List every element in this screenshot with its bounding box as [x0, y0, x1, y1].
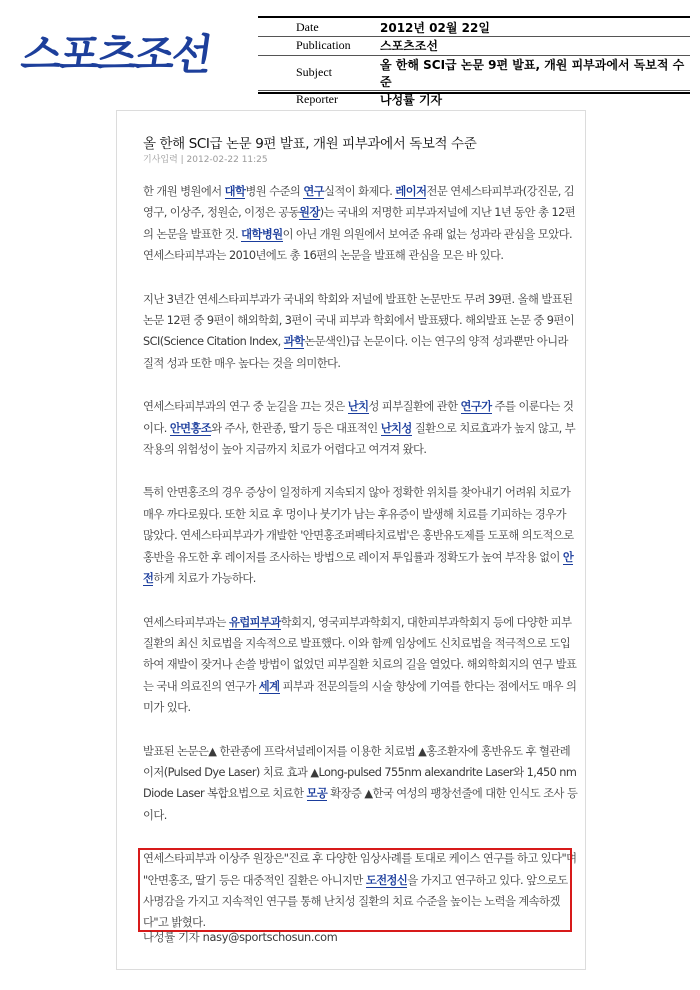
paragraph-text: 연세스타피부과의 연구 중 눈길을 끄는 것은 [143, 400, 348, 414]
keyword-link[interactable]: 레이저 [395, 185, 427, 198]
meta-value: 올 한해 SCI급 논문 9편 발표, 개원 피부과에서 독보적 수준 [380, 55, 690, 90]
paragraph-text: 전문 연세스타피부과(강진문, 김영구, 이상주, 정원순, 이정은 공동 [143, 185, 575, 220]
keyword-link[interactable]: 도전정신 [365, 873, 408, 887]
keyword-link[interactable]: 연구 [303, 185, 325, 198]
meta-value: 나성률 기자 [380, 93, 443, 107]
meta-key: Subject [258, 55, 380, 90]
paragraph-text: 지난 3년간 연세스타피부과가 국내외 학회와 저널에 발표한 논문만도 무려 39편. 올해 발표된 논문 12편 중 9편이 해외학회, 3편이 국내 피부과 학회에서 발표됐다. 해외발표 논문 중 9편이 SCI(Science Citation Index, [143, 292, 575, 349]
keyword-link[interactable]: 대학병원 [241, 227, 283, 241]
paragraph-text: 질환으로 치료효과가 높지 않고, 부작용의 위험성이 높아 지금까지 치료가 어렵다고 여겨져 왔다. [143, 421, 576, 457]
paragraph-text: 을 가지고 연구하고 있다. 앞으로도 사명감을 가지고 지속적인 연구를 통해 난치성 질환의 치료 수준을 높이는 노력을 계속하겠다"고 밝혔다. [143, 873, 568, 930]
article-headline: 올 한해 SCI급 논문 9편 발표, 개원 피부과에서 독보적 수준 [143, 136, 477, 152]
keyword-link[interactable]: 대학 [224, 185, 246, 198]
meta-key: Publication [258, 37, 380, 56]
article-paragraph [143, 482, 578, 589]
meta-table [258, 18, 690, 109]
paragraph-text: 와 주사, 한관종, 딸기 등은 대표적인 [211, 421, 381, 435]
meta-value: 2012년 02월 22일 [380, 18, 690, 37]
keyword-link[interactable]: 유럽피부과 [228, 615, 281, 629]
article-paragraph [143, 741, 578, 827]
quote-highlight-box [138, 848, 572, 932]
paragraph-text: 연세스타피부과는 [143, 615, 229, 629]
paragraph-text: )는 국내외 저명한 피부과저널에 지난 1년 동안 총 12편의 논문을 발표한 것. [143, 206, 576, 241]
keyword-link[interactable]: 연구가 [460, 400, 492, 414]
paragraph-text: 주를 이룬다는 것이다. [143, 400, 574, 435]
paragraph-text: 하게 치료가 가능하다. [153, 572, 256, 586]
paragraph-text: 실적이 화제다. [324, 185, 396, 198]
keyword-link[interactable]: 과학 [283, 335, 305, 349]
paragraph-text: 논문색인)급 논문이다. 이는 연구의 양적 성과뿐만 아니라 질적 성과 또한 매우 높다는 것을 의미한다. [143, 335, 568, 370]
meta-row-subject [258, 55, 690, 90]
meta-key: Reporter [296, 92, 338, 106]
article-paragraph [143, 396, 578, 460]
paragraph-text: 병원 수준의 [245, 185, 304, 198]
keyword-link[interactable]: 세계 [258, 679, 280, 693]
paragraph-text: 연세스타피부과 이상주 원장은"진료 후 다양한 임상사례를 토대로 케이스 연구를 하고 있다"며 "안면홍조, 딸기 등은 대중적인 질환은 아니지만 [143, 852, 577, 887]
meta-row-date [258, 18, 690, 37]
paragraph-text: 확장증 ▲한국 여성의 팽창선줄에 대한 인식도 조사 등이다. [143, 787, 578, 822]
meta-value: 스포츠조선 [380, 37, 690, 56]
paragraph-text: 발표된 논문은▲ 한관종에 프락셔널레이저를 이용한 치료법 ▲홍조환자에 홍반유도 후 혈관레이저(Pulsed Dye Laser) 치료 효과 ▲Long-pulsed 755nm alexandrite Laser와 1,450 nm Diode Laser 복합요법으로 치료한 [143, 744, 577, 801]
paragraph-text: 피부과 전문의들의 시술 향상에 기여를 한다는 점에서도 매우 의미가 있다. [143, 679, 577, 715]
article-body [143, 181, 578, 934]
paragraph-text: 이 아닌 개원 의원에서 보여준 유래 없는 성과라 관심을 모았다. 연세스타피부과는 2010년에도 총 16편의 논문을 발표해 관심을 모은 바 있다. [143, 227, 573, 263]
article-paragraph [143, 181, 578, 267]
keyword-link[interactable]: 모공 [306, 787, 328, 801]
reporter-byline: 나성률 기자 nasy@sportschosun.com [143, 931, 338, 944]
paragraph-text: 학회지, 영국피부과학회지, 대한피부과학회지 등에 다양한 피부질환의 최신 치료법을 지속적으로 발표했다. 이와 함께 임상에도 신치료법을 적극적으로 도입하여 재발이 잦거나 손쓸 방법이 없었던 피부질환 치료의 길을 열었다. 해외학회지의 연구 발표는 국내 의료진의 연구가 [143, 615, 577, 693]
keyword-link[interactable]: 원장 [299, 206, 320, 220]
article-paragraph [143, 612, 578, 719]
paragraph-text: 한 개원 병원에서 [143, 185, 225, 198]
keyword-link[interactable]: 안면홍조 [169, 421, 212, 435]
meta-bottom-rule [258, 92, 690, 94]
meta-row-publication [258, 37, 690, 56]
keyword-link[interactable]: 안전 [143, 550, 574, 586]
paragraph-text: 특히 안면홍조의 경우 증상이 일정하게 지속되지 않아 정확한 위치를 찾아내기 어려워 치료가 매우 까다로웠다. 또한 치료 후 멍이나 붓기가 남는 후유증이 발생해 치료를 기피하는 경우가 많았다. 연세스타피부과가 개발한 '안면홍조퍼펙타치료법'은 홍반유도제를 도포해 의도적으로 홍반을 유도한 후 레이저를 조사하는 방법으로 레이저 투입률과 정확도가 높여 부작용 없이 [143, 486, 574, 564]
article-paragraph [143, 289, 578, 375]
article-dateline: 기사입력 | 2012-02-22 11:25 [143, 155, 268, 165]
keyword-link[interactable]: 난치성 [380, 421, 412, 435]
keyword-link[interactable]: 난치 [347, 400, 369, 414]
meta-key: Date [258, 18, 380, 37]
paragraph-text: 성 피부질환에 관한 [368, 400, 461, 414]
publication-logo: 스포츠조선 [18, 30, 213, 79]
